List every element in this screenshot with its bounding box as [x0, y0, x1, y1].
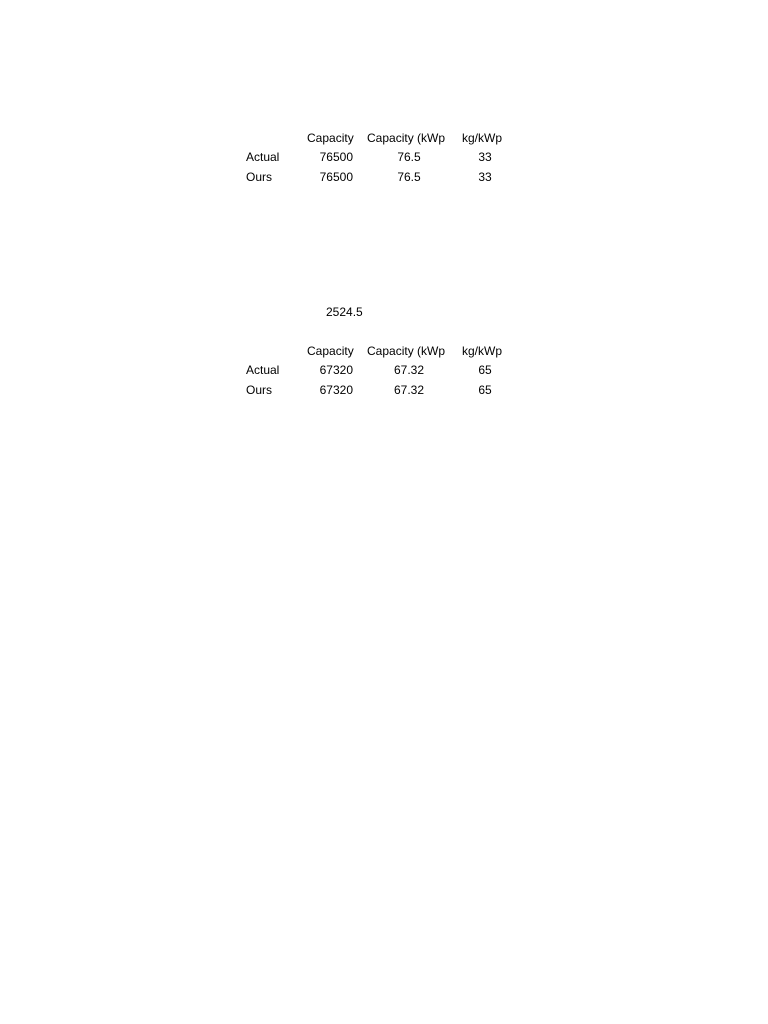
table2-row-label-ours: Ours	[246, 383, 273, 397]
table2-ours-capacity: 67320	[319, 383, 353, 397]
table2-ours-kg-kwp: 65	[478, 383, 492, 397]
table1-header-kg-kwp: kg/kWp	[462, 131, 503, 145]
table1-ours-capacity-kwp: 76.5	[397, 170, 421, 184]
table1-actual-capacity: 76500	[319, 150, 353, 164]
table1-row-label-ours: Ours	[246, 170, 273, 184]
table2-header-capacity: Capacity	[307, 344, 354, 358]
table1-ours-kg-kwp: 33	[478, 170, 492, 184]
table2-actual-capacity-kwp: 67.32	[393, 363, 425, 377]
table1-ours-capacity: 76500	[319, 170, 353, 184]
table2-actual-kg-kwp: 65	[478, 363, 492, 377]
table1-header-capacity: Capacity	[307, 131, 354, 145]
table1-row-label-actual: Actual	[246, 150, 280, 164]
table1-header-capacity-kwp: Capacity (kWp	[367, 131, 446, 145]
table2-row-label-actual: Actual	[246, 363, 280, 377]
table1-actual-kg-kwp: 33	[478, 150, 492, 164]
table2-ours-capacity-kwp: 67.32	[393, 383, 425, 397]
table2-header-capacity-kwp: Capacity (kWp	[367, 344, 446, 358]
table1-actual-capacity-kwp: 76.5	[397, 150, 421, 164]
table2-actual-capacity: 67320	[319, 363, 353, 377]
table2-header-kg-kwp: kg/kWp	[462, 344, 503, 358]
standalone-value: 2524.5	[326, 305, 363, 319]
